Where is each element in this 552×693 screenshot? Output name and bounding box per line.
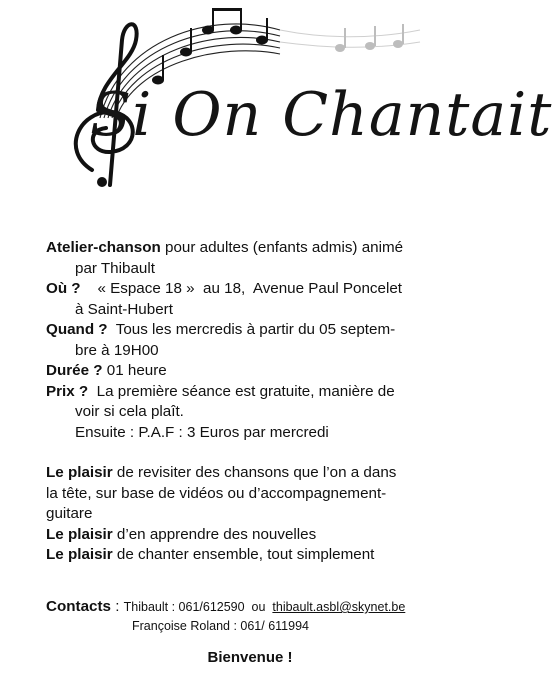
prix-text: La première séance est gratuite, manière de bbox=[88, 382, 395, 400]
plaisir-line-1b: la tête, sur base de vidéos ou d’accompagnement- bbox=[46, 484, 387, 502]
quand-label: Quand ? bbox=[46, 321, 108, 338]
plaisir-line-2 bbox=[46, 525, 466, 546]
quand-line-2: bre à 19H00 bbox=[75, 341, 159, 359]
quand-line bbox=[46, 320, 466, 341]
atelier-line bbox=[46, 238, 466, 259]
contacts-label: Contacts bbox=[46, 598, 111, 615]
ou-line bbox=[46, 279, 466, 300]
duree-text: 01 heure bbox=[102, 362, 167, 379]
logo-title: Si On Chantait bbox=[90, 80, 552, 150]
contacts-line-1 bbox=[46, 597, 466, 617]
plaisir-text-2: d’en apprendre des nouvelles bbox=[112, 525, 317, 543]
plaisir-text-3: de chanter ensemble, tout simplement bbox=[112, 546, 375, 563]
duree-label: Durée ? bbox=[46, 362, 103, 379]
plaisir-line-3 bbox=[46, 545, 466, 566]
atelier-line-2: par Thibault bbox=[75, 259, 155, 277]
prix-line bbox=[46, 382, 466, 403]
logo bbox=[40, 0, 552, 200]
plaisir-label: Le plaisir bbox=[46, 525, 113, 543]
email-link[interactable]: thibault.asbl@skynet.be bbox=[272, 600, 406, 614]
ou-line-2: à Saint-Hubert bbox=[75, 300, 173, 318]
spacer bbox=[46, 443, 466, 463]
atelier-text: pour adultes (enfants admis) animé bbox=[160, 239, 404, 256]
plaisir-line-1 bbox=[46, 463, 466, 484]
contact-francoise: Françoise Roland : 061/ 611994 bbox=[132, 619, 309, 633]
contacts-section bbox=[46, 597, 466, 635]
ou-label: Où ? bbox=[46, 280, 81, 297]
prix-line-2: voir si cela plaît. bbox=[75, 403, 184, 420]
plaisir-label: Le plaisir bbox=[46, 546, 113, 563]
prix-label: Prix ? bbox=[46, 382, 89, 400]
ou-text: « Espace 18 » au 18, Avenue Paul Poncelet bbox=[80, 280, 403, 297]
plaisir-text-1: de revisiter des chansons que l’on a dans bbox=[112, 464, 397, 481]
atelier-label: Atelier-chanson bbox=[46, 239, 161, 256]
contact-thibault: Thibault : 061/612590 ou bbox=[123, 600, 273, 614]
plaisir-label: Le plaisir bbox=[46, 464, 113, 481]
plaisir-line-1c: guitare bbox=[46, 505, 93, 522]
info-section bbox=[46, 238, 466, 566]
duree-line bbox=[46, 361, 466, 382]
contacts-sep: : bbox=[110, 598, 124, 615]
prix-line-3: Ensuite : P.A.F : 3 Euros par mercredi bbox=[75, 423, 329, 441]
quand-text: Tous les mercredis à partir du 05 septem- bbox=[107, 321, 396, 338]
welcome-text: Bienvenue ! bbox=[207, 649, 293, 666]
